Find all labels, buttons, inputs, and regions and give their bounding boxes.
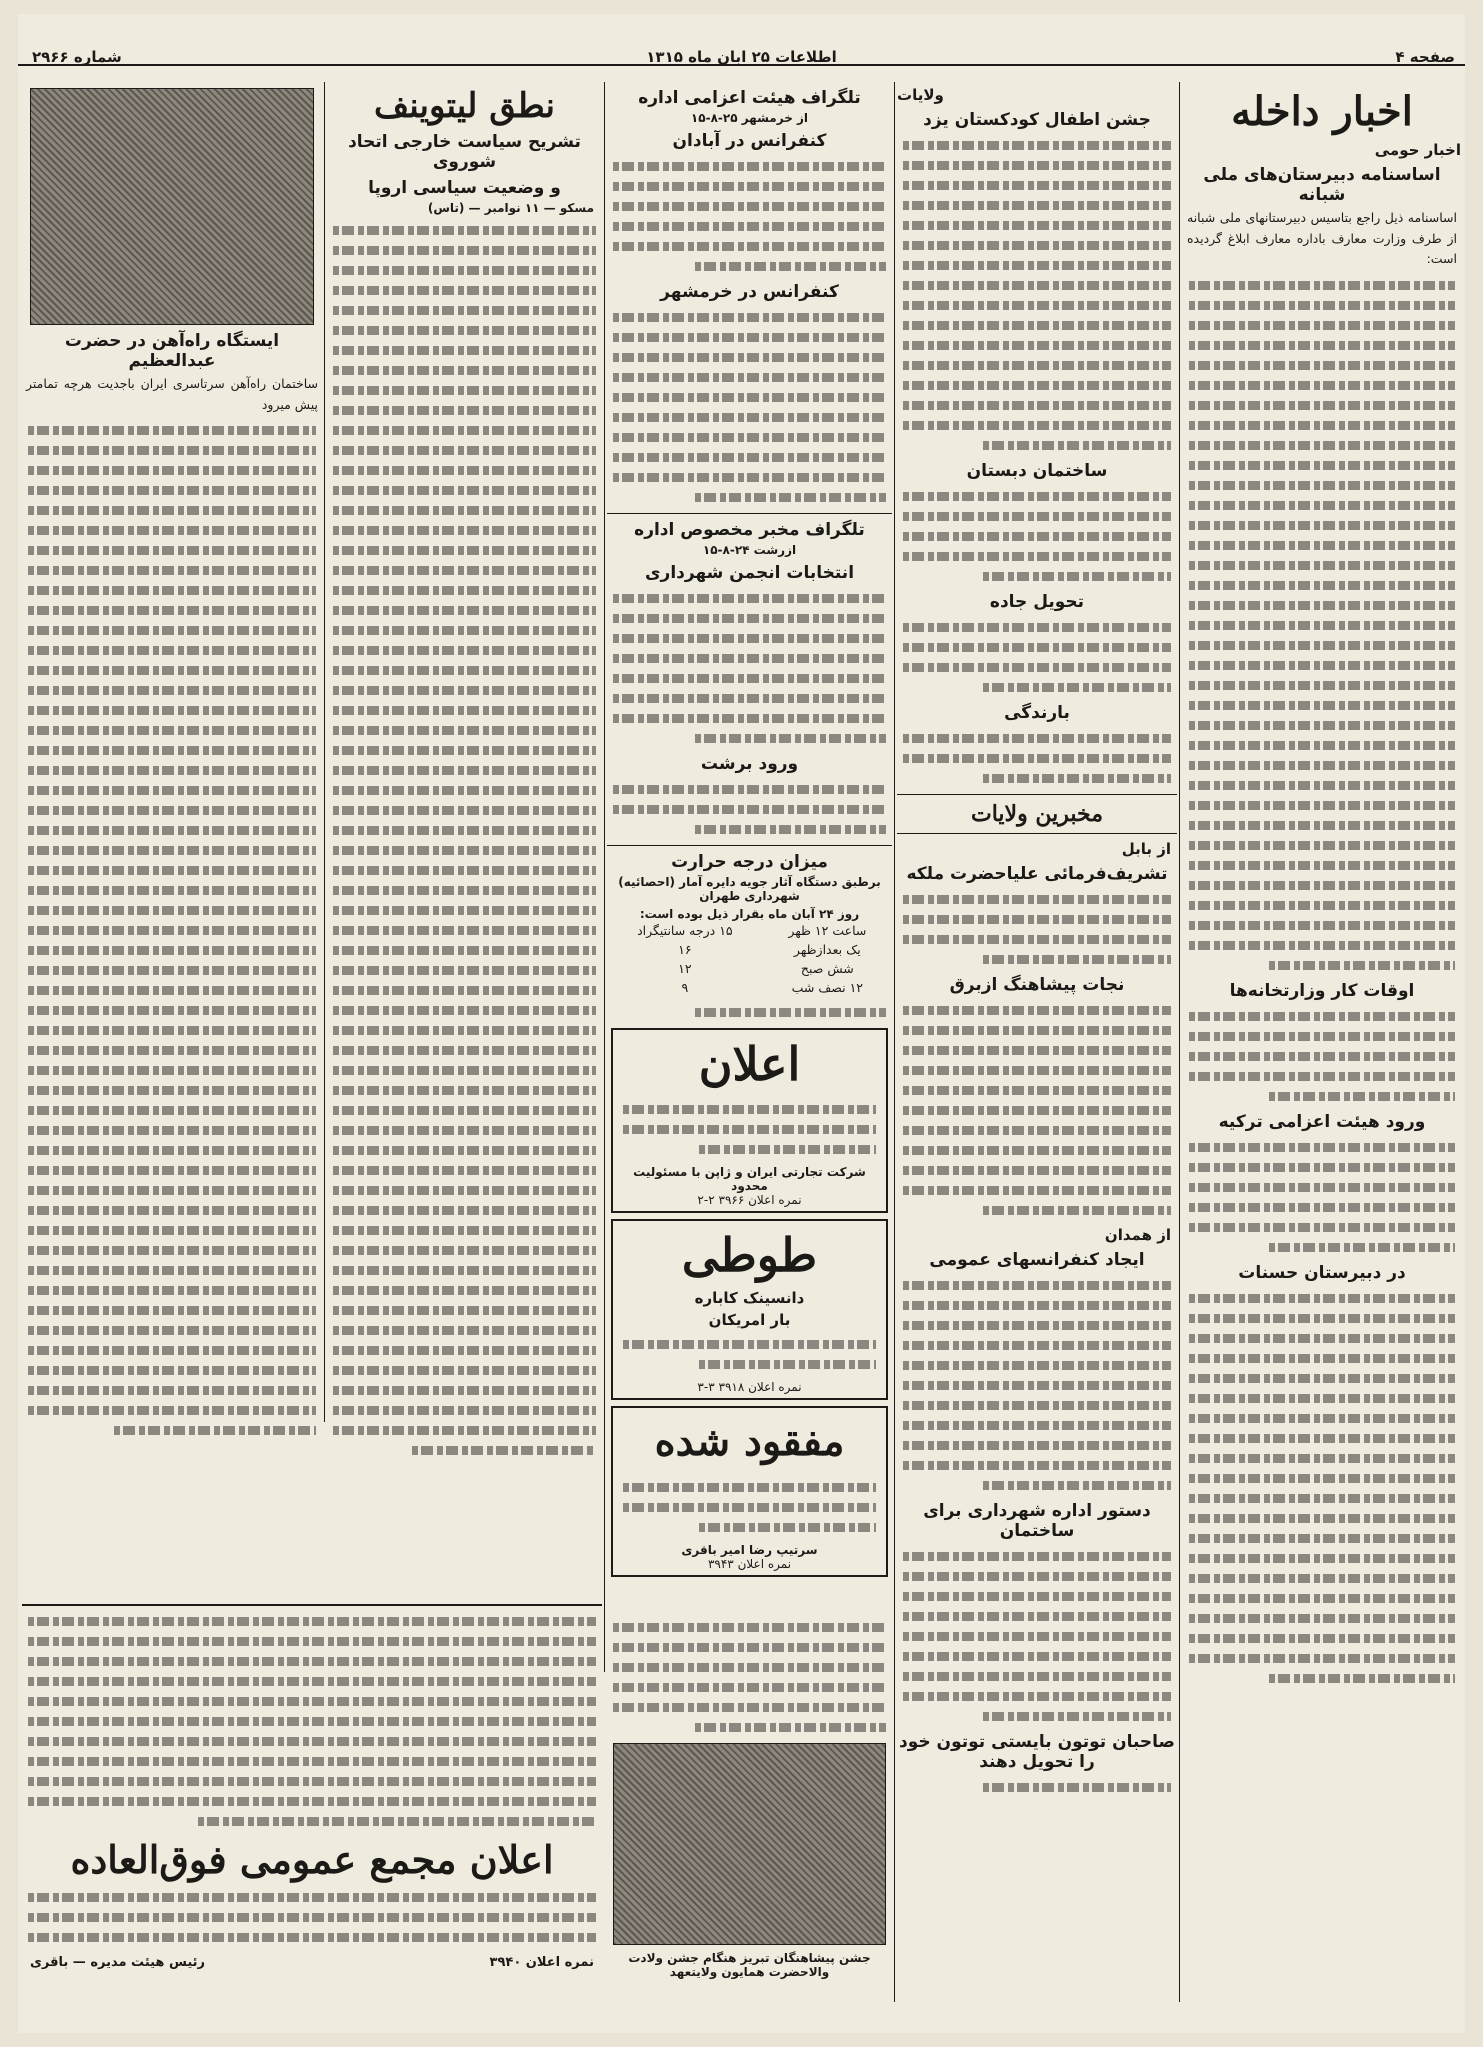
headline-ministry-hours: اوقات کار وزارتخانه‌ها bbox=[1229, 980, 1415, 1001]
hamadan-label: از همدان bbox=[1104, 1226, 1171, 1244]
table-row bbox=[607, 978, 892, 997]
lead-tag: اخبار حومی bbox=[1374, 141, 1461, 159]
table-row bbox=[607, 959, 892, 978]
temp-value: ۱۲ bbox=[678, 961, 692, 976]
section-title: اخبار داخله bbox=[1231, 88, 1413, 135]
ad-tooti-title: طوطی bbox=[681, 1228, 818, 1282]
headline-public-conferences: ایجاد کنفرانسهای عمومی bbox=[929, 1250, 1145, 1270]
column-litvinov-speech bbox=[327, 82, 602, 1582]
schools-intro: اساسنامه ذیل راجع بتاسیس دبیرستانهای ملی شبانه از طرف وزارت معارف باداره معارف ابلاغ گردیده است: bbox=[1187, 210, 1457, 266]
headline-queen-visit: تشریف‌فرمائی علیاحضرت ملکه bbox=[906, 864, 1168, 884]
litvinov-subtitle: تشریح سیاست خارجی اتحاد شوروی bbox=[348, 132, 581, 172]
table-row bbox=[607, 921, 892, 940]
babol-label: از بابل bbox=[1121, 840, 1171, 858]
general-meeting-title: اعلان مجمع عمومی فوق‌العاده bbox=[70, 1837, 554, 1882]
railway-text: ساختمان راه‌آهن سرتاسری ایران‌ باجدیت هرچه تمامتر پیش میرود bbox=[26, 376, 318, 412]
general-meeting-number: نمره اعلان ۳۹۴۰ bbox=[489, 1955, 594, 1970]
headline-council-election: انتخابات انجمن شهرداری bbox=[644, 563, 855, 583]
delegation-dateline: از خرمشهر ۲۵-۸-۱۵ bbox=[690, 111, 809, 125]
headline-hasanat-school: در دبیرستان حسنات bbox=[1238, 1262, 1406, 1283]
temp-value: ۱۵ درجه سانتیگراد bbox=[637, 923, 733, 938]
general-meeting-signature: رئیس هیئت مدیره — باقری bbox=[30, 1955, 206, 1970]
litvinov-subtitle-2: و وضعیت سیاسی اروپا bbox=[368, 178, 561, 198]
headline-yazd-kindergarten: جشن اطفال کودکستان یزد bbox=[923, 110, 1151, 130]
headline-delegation-telegram: تلگراف هیئت اعزامی اداره bbox=[638, 88, 861, 108]
temperature-title: میزان درجه حرارت bbox=[671, 852, 828, 872]
temperature-source: برطبق دستگاه آثار جویه دایره آمار (احصائیه) شهرداری طهران bbox=[618, 875, 881, 903]
ad-lost-number: نمره اعلان ۳۹۴۳ bbox=[707, 1557, 792, 1571]
newspaper-page bbox=[18, 14, 1465, 2033]
column-railway bbox=[22, 82, 322, 1582]
headline-road-delivery: تحویل جاده bbox=[989, 592, 1085, 612]
temp-label: یک بعدازظهر bbox=[793, 942, 861, 957]
ad-tooti-subtitle: دانسینک کاباره bbox=[694, 1289, 805, 1307]
ad-lost-title: مفقود شده bbox=[654, 1418, 845, 1465]
headline-municipality-order: دستور اداره شهرداری برای ساختمان bbox=[923, 1501, 1151, 1541]
temperature-table bbox=[607, 921, 892, 997]
ad-tooti bbox=[611, 1219, 888, 1400]
scouts-photo-caption: جشن پیشاهنگان تبریز هنگام جشن ولادت والاحضرت همایون ولایتعهد bbox=[628, 1951, 871, 1979]
ad-lost-signature: سرتیپ رضا امیر باقری bbox=[681, 1543, 818, 1557]
litvinov-title: نطق لیتوینف bbox=[374, 86, 555, 126]
ad-notice bbox=[611, 1028, 888, 1213]
table-row bbox=[607, 940, 892, 959]
ad-tooti-subtitle2: بار امریکان bbox=[708, 1311, 791, 1329]
column-provinces bbox=[897, 82, 1177, 1772]
issue-number: شماره ۲۹۶۶ bbox=[32, 48, 122, 66]
temp-value: ۹ bbox=[681, 980, 689, 995]
headline-khorramshahr-conference: کنفرانس در خرمشهر bbox=[660, 282, 839, 302]
railway-station-photo bbox=[30, 88, 314, 325]
masthead bbox=[18, 14, 1465, 66]
temp-label: ساعت ۱۲ ظهر bbox=[788, 923, 867, 938]
headline-abadan-conference: کنفرانس در آبادان bbox=[672, 131, 827, 151]
issue-date: اطلاعات ۲۵ ابان ماه ۱۳۱۵ bbox=[646, 48, 837, 66]
headline-turkey-delegation: ورود هیئت اعزامی ترکیه bbox=[1218, 1111, 1426, 1132]
ad-lost bbox=[611, 1406, 888, 1577]
headline-rainfall: بارندگی bbox=[1004, 703, 1070, 723]
headline-tobacco: صاحبان توتون بایستی توتون خود را تحویل دهند bbox=[899, 1732, 1175, 1772]
rasht-dateline: ازرشت ۲۴-۸-۱۵ bbox=[702, 543, 797, 557]
temp-label: شش صبح bbox=[800, 961, 854, 976]
column-domestic-news bbox=[1183, 82, 1461, 2027]
general-meeting-notice bbox=[22, 1604, 602, 2006]
temp-label: ۱۲ نصف شب bbox=[791, 980, 864, 995]
litvinov-dateline: مسکو — ۱۱ نوامبر — (تاس) bbox=[427, 201, 594, 215]
ad-notice-title: اعلان bbox=[698, 1037, 801, 1091]
headline-school-building: ساختمان دبستان bbox=[966, 461, 1108, 481]
ad-notice-number: نمره اعلان ۳۹۶۶ ۲-۲ bbox=[697, 1193, 802, 1207]
ad-tooti-number: نمره اعلان ۳۹۱۸ ۳-۳ bbox=[697, 1380, 802, 1394]
ad-notice-signature: شرکت تجارتی ایران و ژاپن با مسئولیت محدود bbox=[633, 1165, 866, 1193]
temp-value: ۱۶ bbox=[678, 942, 692, 957]
scouts-photo-block bbox=[607, 1612, 892, 1992]
temperature-date: روز ۲۴ آبان ماه بقرار ذیل بوده است: bbox=[639, 907, 860, 921]
provinces-label: ولایات bbox=[897, 86, 944, 104]
reporters-heading: مخبرین ولایات bbox=[971, 801, 1103, 827]
page-number: صفحه ۴ bbox=[1395, 48, 1455, 66]
headline-special-correspondent: تلگراف مخبر مخصوص اداره bbox=[634, 520, 865, 540]
headline-schools: اساسنامه دبیرستان‌های ملی شبانه bbox=[1203, 165, 1441, 205]
scouts-photo bbox=[613, 1743, 886, 1945]
railway-photo-caption: ایستگاه راه‌آهن در حضرت عبدالعظیم bbox=[64, 331, 280, 371]
headline-arrival-rasht: ورود برشت bbox=[700, 754, 799, 774]
headline-scout-rescue: نجات پیشاهنگ ازبرق bbox=[949, 975, 1125, 995]
